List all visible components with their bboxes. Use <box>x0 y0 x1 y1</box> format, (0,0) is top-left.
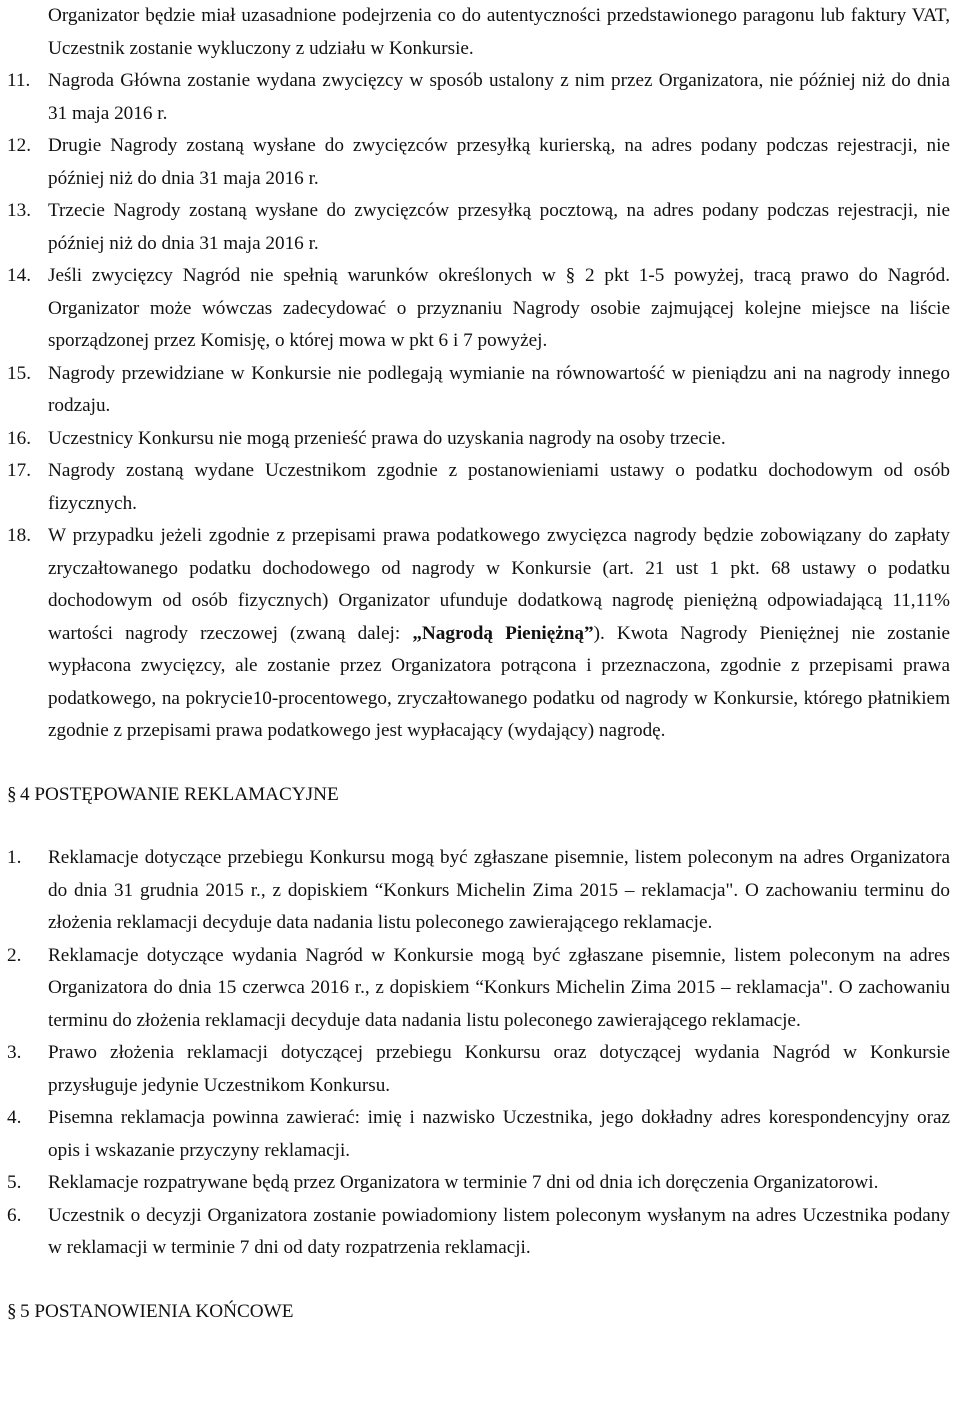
item-text: Nagrody przewidziane w Konkursie nie podlegają wymianie na równowartość w pieniądzu ani na nagrody innego rodzaju. <box>48 362 950 416</box>
item-text: Reklamacje dotyczące przebiegu Konkursu mogą być zgłaszane pisemnie, listem poleconym na adres Organizatora do dnia 31 grudnia 2015 r., z dopiskiem “Konkurs Michelin Zima 2015 – reklamacja". O zachowaniu terminu do złożenia reklamacji decyduje data nadania listu poleconego zawierającego reklamacje. <box>48 847 950 933</box>
list-item <box>7 1037 950 1102</box>
intro-paragraph: Organizator będzie miał uzasadnione podejrzenia co do autentyczności przedstawionego paragonu lub faktury VAT, Uczestnik zostanie wykluczony z udziału w Konkursie. <box>48 5 950 59</box>
item-text-before: W przypadku jeżeli zgodnie z przepisami prawa podatkowego zwycięzca nagrody będzie zobowiązany do zapłaty zryczałtowanego podatku dochodowego od nagrody w Konkursie (art. 21 ust 1 pkt. 68 ustawy o podatku dochodowym od osób fizycznych) Organizator ufunduje dodatkową nagrodę pieniężną odpowiadającą 11,11% wartości nagrody rzeczowej (zwaną dalej: <box>48 525 950 644</box>
item-text-after: ). Kwota Nagrody Pieniężnej nie zostanie wypłacona zwycięzcy, ale zostanie przez Organizatora potrącona i przeznaczona, zgodnie z przepisami prawa podatkowego, na pokrycie10-procentowego, zryczałtowanego podatku od nagrody w Konkursie, którego płatnikiem zgodnie z przepisami prawa podatkowego jest wypłacający (wydający) nagrodę. <box>48 622 950 741</box>
list-item <box>7 842 950 940</box>
item-text: Drugie Nagrody zostaną wysłane do zwycięzców przesyłką kurierską, na adres podany podczas rejestracji, nie później niż do dnia 31 maja 2016 r. <box>48 135 950 189</box>
list-item <box>7 423 950 456</box>
list-item <box>7 358 950 423</box>
item-number: 13. <box>7 200 31 221</box>
item-number: 15. <box>7 362 31 384</box>
item-number: 18. <box>7 525 31 546</box>
item-number: 5. <box>7 1172 22 1193</box>
item-text: Uczestnik o decyzji Organizatora zostanie powiadomiony listem poleconym wysłanym na adres Uczestnika podany w reklamacji w terminie 7 dni od daty rozpatrzenia reklamacji. <box>48 1204 950 1258</box>
item-number: 4. <box>7 1107 22 1128</box>
item-number: 14. <box>7 265 31 286</box>
list-item <box>7 260 950 358</box>
item-number: 2. <box>7 944 22 966</box>
list-item <box>7 940 950 1038</box>
item-text: Reklamacje dotyczące wydania Nagród w Konkursie mogą być zgłaszane pisemnie, listem poleconym na adres Organizatora do dnia 15 czerwca 2016 r., z dopiskiem “Konkurs Michelin Zima 2015 – reklamacja". O zachowaniu terminu do złożenia reklamacji decyduje data nadania listu poleconego zawierającego reklamacje. <box>48 944 950 1031</box>
list-item <box>7 1200 950 1265</box>
item-text: Prawo złożenia reklamacji dotyczącej przebiegu Konkursu oraz dotyczącej wydania Nagród w Konkursie przysługuje jedynie Uczestnikom Konkursu. <box>48 1042 950 1096</box>
list-item <box>7 1167 950 1200</box>
prize-rules-list <box>7 65 950 748</box>
list-item-tax <box>7 520 950 748</box>
item-number: 16. <box>7 427 31 449</box>
item-number: 12. <box>7 135 31 156</box>
item-text: Trzecie Nagrody zostaną wysłane do zwycięzców przesyłką pocztową, na adres podany podczas rejestracji, nie później niż do dnia 31 maja 2016 r. <box>48 200 950 254</box>
item-number: 11. <box>7 70 31 91</box>
item-text: Uczestnicy Konkursu nie mogą przenieść prawa do uzyskania nagrody na osoby trzecie. <box>48 427 726 449</box>
complaints-list <box>7 842 950 1265</box>
section-heading-complaints <box>7 779 950 812</box>
item-text: Reklamacje rozpatrywane będą przez Organizatora w terminie 7 dni od dnia ich doręczenia Organizatorowi. <box>48 1172 879 1193</box>
item-number: 1. <box>7 847 22 868</box>
list-item <box>7 455 950 520</box>
section-mark: § <box>7 1300 17 1322</box>
section-title: 5 POSTANOWIENIA KOŃCOWE <box>20 1300 294 1322</box>
list-item <box>7 130 950 195</box>
defined-term: „Nagrodą Pieniężną” <box>412 622 594 644</box>
list-item <box>7 65 950 130</box>
item-text: Jeśli zwycięzcy Nagród nie spełnią warunków określonych w § 2 pkt 1-5 powyżej, tracą prawo do Nagród. Organizator może wówczas zadecydować o przyznaniu Nagrody osobie zajmującej kolejne miejsce na liście sporządzonej przez Komisję, o której mowa w pkt 6 i 7 powyżej. <box>48 265 950 351</box>
section-heading-final <box>7 1296 950 1329</box>
item-number: 3. <box>7 1042 22 1063</box>
item-text: Pisemna reklamacja powinna zawierać: imię i nazwisko Uczestnika, jego dokładny adres korespondencyjny oraz opis i wskazanie przyczyny reklamacji. <box>48 1107 950 1161</box>
item-number: 17. <box>7 460 31 481</box>
item-number: 6. <box>7 1204 22 1226</box>
section-mark: § <box>7 783 17 805</box>
list-item <box>7 195 950 260</box>
list-item <box>7 1102 950 1167</box>
item-text: Nagroda Główna zostanie wydana zwycięzcy w sposób ustalony z nim przez Organizatora, nie później niż do dnia 31 maja 2016 r. <box>48 70 950 124</box>
item-text: Nagrody zostaną wydane Uczestnikom zgodnie z postanowieniami ustawy o podatku dochodowym od osób fizycznych. <box>48 460 950 514</box>
section-title: 4 POSTĘPOWANIE REKLAMACYJNE <box>20 783 339 805</box>
